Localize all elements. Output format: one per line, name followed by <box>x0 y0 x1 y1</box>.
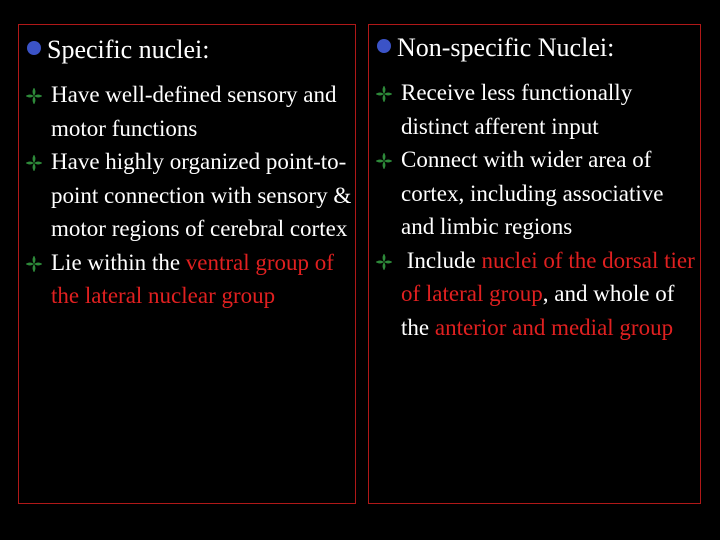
diamond-bullet-icon <box>376 254 392 270</box>
bullet-text: Receive less functionally distinct afferent input <box>401 80 633 139</box>
bullet-text: Have highly organized point-to-point connection with sensory & motor regions of cerebral cortex <box>51 149 352 241</box>
non-specific-nuclei-list <box>375 76 701 344</box>
list-item <box>375 76 701 143</box>
bullet-text: Connect with wider area of cortex, including associative and limbic regions <box>401 147 664 239</box>
non-specific-nuclei-panel <box>368 24 701 504</box>
specific-nuclei-heading <box>27 35 209 65</box>
list-item <box>375 244 701 345</box>
diamond-bullet-icon <box>376 153 392 169</box>
list-item <box>25 78 355 145</box>
bullet-text: , and whole of the <box>401 281 675 340</box>
specific-nuclei-list <box>25 78 355 313</box>
highlighted-text: anterior and medial group <box>434 314 674 340</box>
diamond-bullet-icon <box>376 86 392 102</box>
bullet-text: Include <box>401 247 482 273</box>
highlighted-text: ventral group of the lateral nuclear group <box>51 249 334 308</box>
specific-nuclei-panel <box>18 24 356 504</box>
diamond-bullet-icon <box>26 256 42 272</box>
diamond-bullet-icon <box>26 88 42 104</box>
bullet-text: Have well-defined sensory and motor functions <box>51 82 337 141</box>
bullet-text: Lie within the <box>51 249 186 275</box>
non-specific-nuclei-heading-text: Non-specific Nuclei: <box>397 33 615 62</box>
specific-nuclei-heading-text: Specific nuclei: <box>47 35 210 64</box>
list-item <box>25 246 355 313</box>
heading-bullet-icon <box>377 39 391 53</box>
list-item <box>375 143 701 244</box>
highlighted-text: nuclei of the dorsal tier of lateral group <box>401 247 695 306</box>
diamond-bullet-icon <box>26 155 42 171</box>
heading-bullet-icon <box>27 41 41 55</box>
list-item <box>25 145 355 246</box>
non-specific-nuclei-heading <box>377 33 614 63</box>
